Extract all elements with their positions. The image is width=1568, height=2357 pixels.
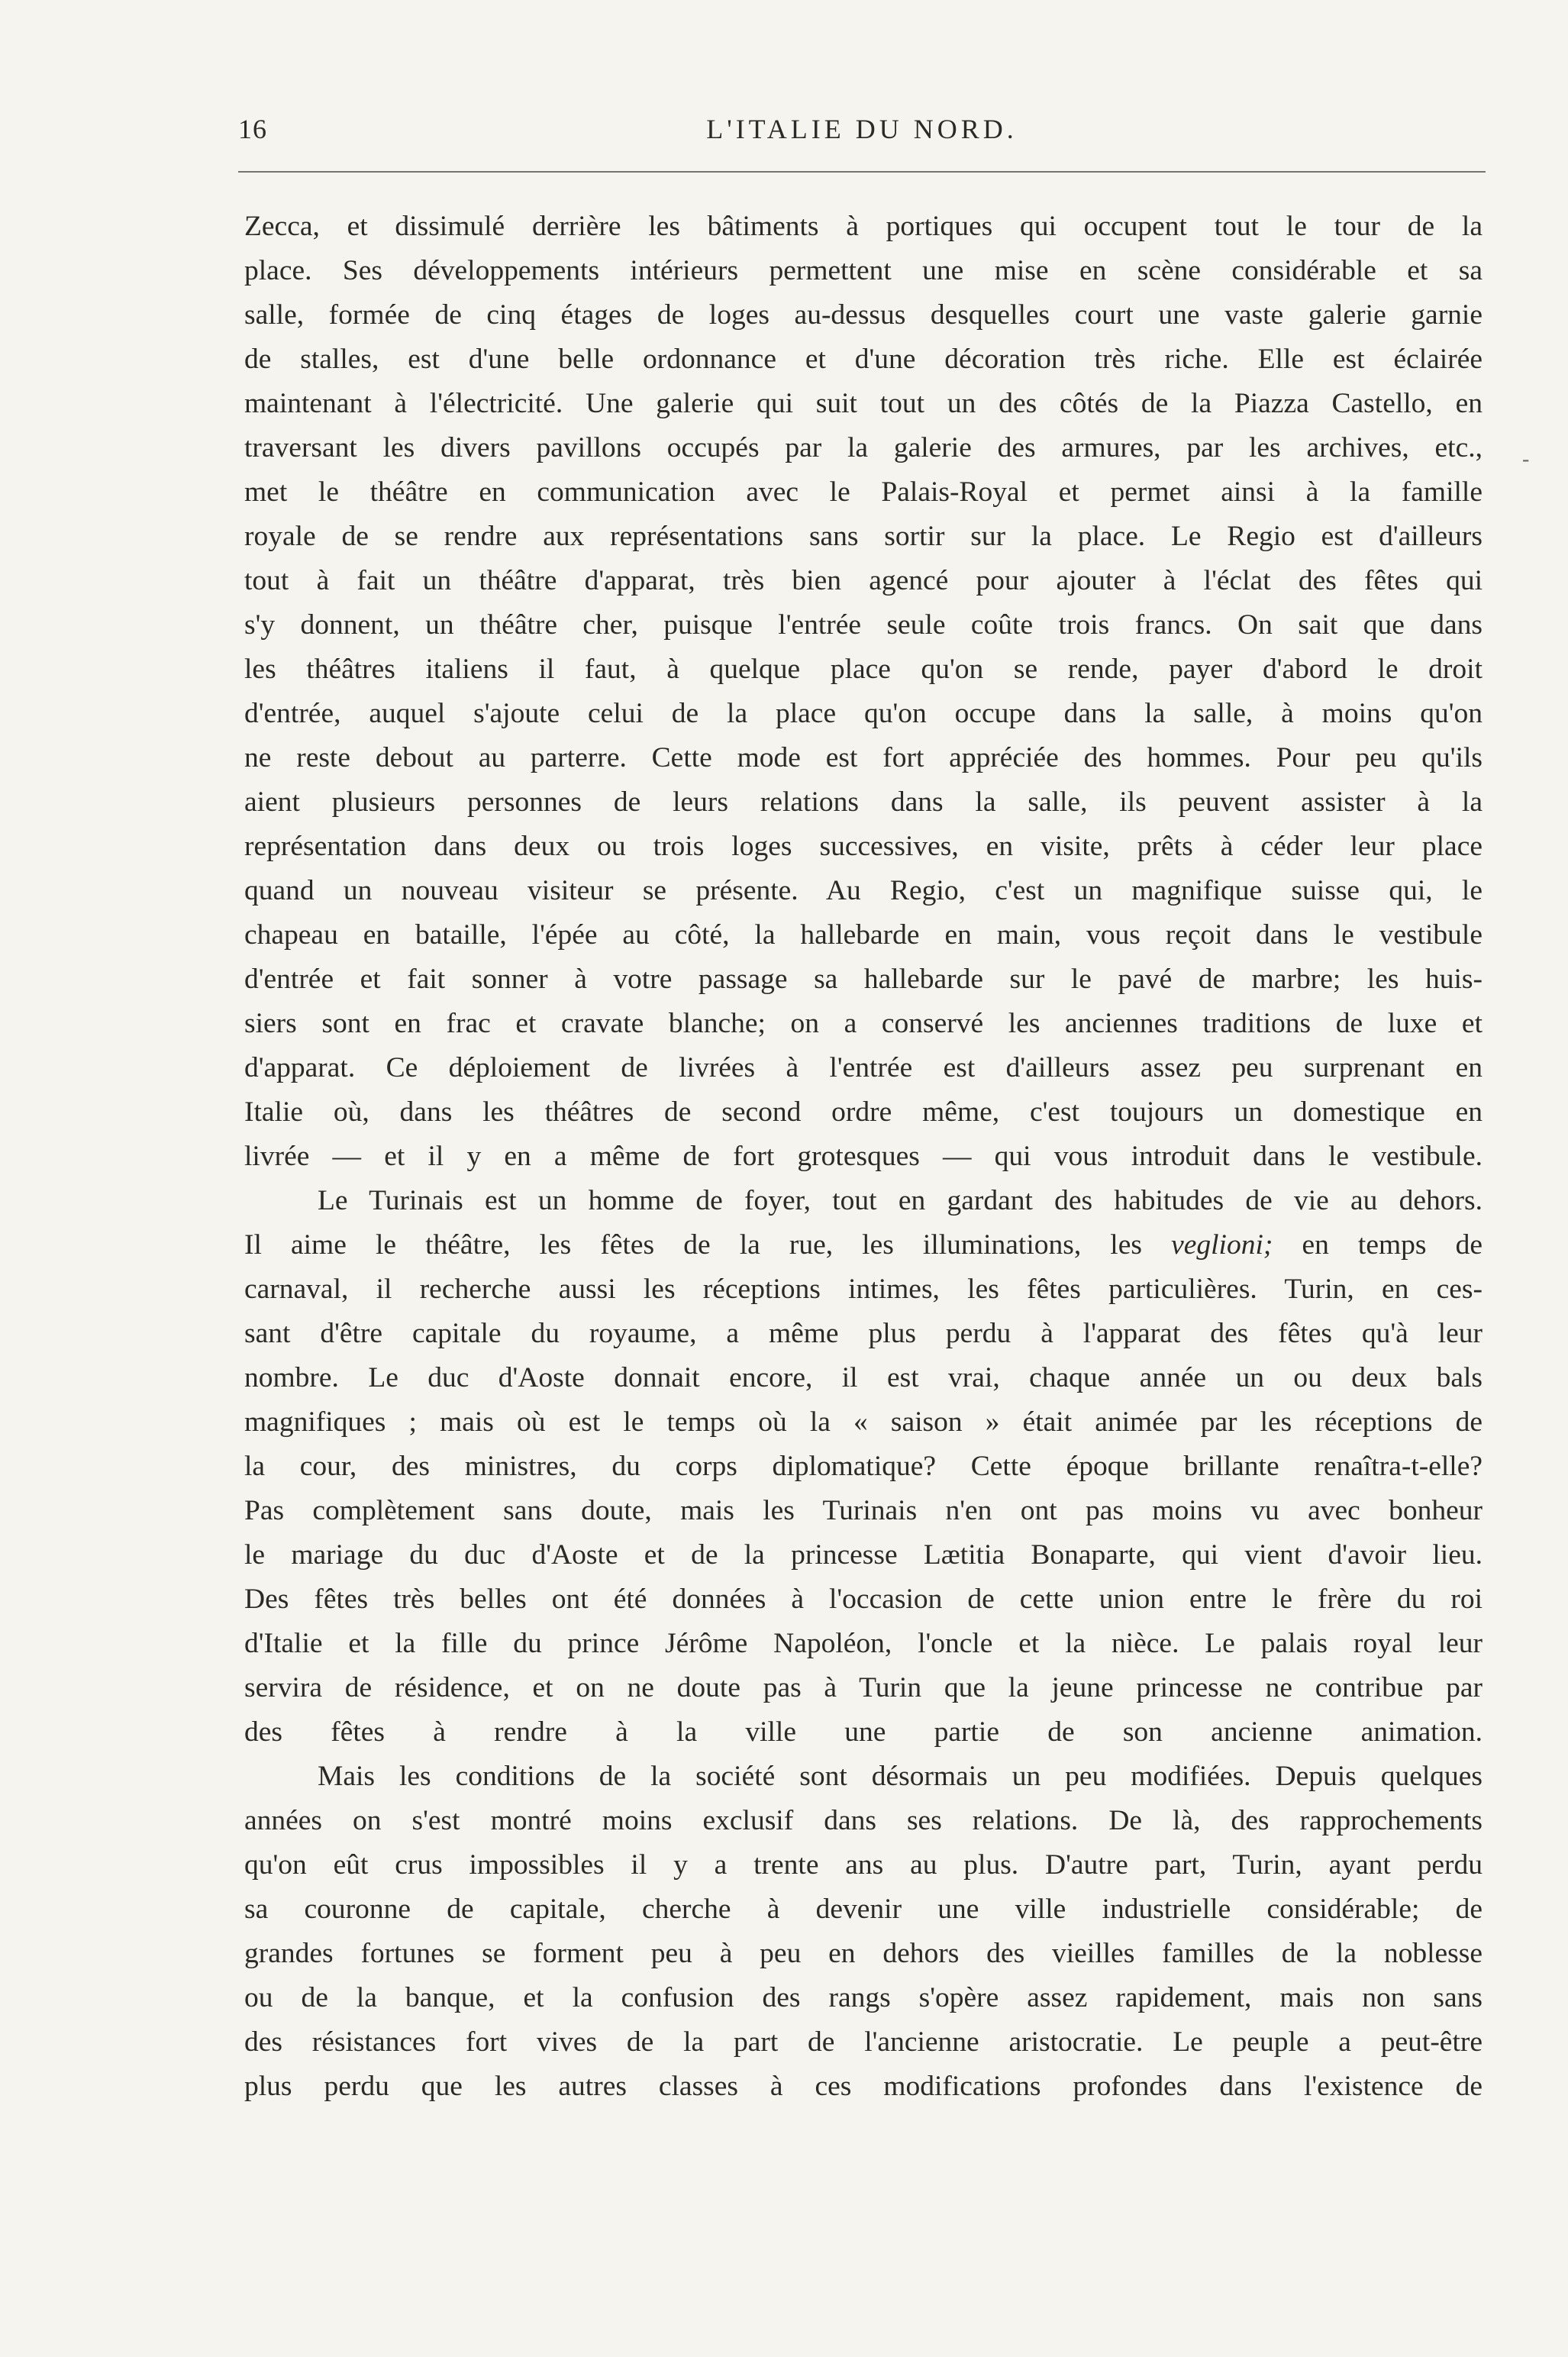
text-line: d'entrée, auquel s'ajoute celui de la place qu'on occupe dans la salle, à moins qu'on xyxy=(244,698,1483,729)
page-header xyxy=(238,113,1486,153)
page-number: 16 xyxy=(238,114,267,144)
text-line: grandes fortunes se forment peu à peu en dehors des vieilles familles de la noblesse xyxy=(244,1938,1483,1969)
text-line: carnaval, il recherche aussi les réceptions intimes, les fêtes particulières. Turin, en ces- xyxy=(244,1274,1483,1305)
text-line: Mais les conditions de la société sont désormais un peu modifiées. Depuis quelques xyxy=(318,1761,1483,1792)
text-line: tout à fait un théâtre d'apparat, très bien agencé pour ajouter à l'éclat des fêtes qui xyxy=(244,565,1483,596)
body-text xyxy=(244,205,1483,2109)
text-line: met le théâtre en communication avec le Palais-Royal et permet ainsi à la famille xyxy=(244,476,1483,508)
text-line: représentation dans deux ou trois loges successives, en visite, prêts à céder leur place xyxy=(244,831,1483,862)
text-line: Pas complètement sans doute, mais les Turinais n'en ont pas moins vu avec bonheur xyxy=(244,1495,1483,1526)
text-span: en temps de xyxy=(1273,1229,1483,1261)
text-line: chapeau en bataille, l'épée au côté, la hallebarde en main, vous reçoit dans le vestibule xyxy=(244,919,1483,951)
text-line: la cour, des ministres, du corps diplomatique? Cette époque brillante renaîtra-t-elle? xyxy=(244,1451,1483,1482)
text-line: magnifiques ; mais où est le temps où la « saison » était animée par les réceptions de xyxy=(244,1406,1483,1438)
text-line: royale de se rendre aux représentations sans sortir sur la place. Le Regio est d'ailleurs xyxy=(244,521,1483,552)
text-line: place. Ses développements intérieurs permettent une mise en scène considérable et sa xyxy=(244,255,1483,286)
italic-term: veglioni; xyxy=(1171,1229,1273,1261)
text-line: des résistances fort vives de la part de l'ancienne aristocratie. Le peuple a peut-être xyxy=(244,2026,1483,2058)
text-line: traversant les divers pavillons occupés par la galerie des armures, par les archives, etc., xyxy=(244,432,1483,463)
text-line: Le Turinais est un homme de foyer, tout en gardant des habitudes de vie au dehors. xyxy=(318,1185,1483,1216)
text-line: sa couronne de capitale, cherche à devenir une ville industrielle considérable; de xyxy=(244,1894,1483,1925)
text-line: années on s'est montré moins exclusif dans ses relations. De là, des rapprochements xyxy=(244,1805,1483,1836)
text-line: d'entrée et fait sonner à votre passage sa hallebarde sur le pavé de marbre; les huis- xyxy=(244,964,1483,995)
text-line: les théâtres italiens il faut, à quelque place qu'on se rende, payer d'abord le droit xyxy=(244,654,1483,685)
text-line: quand un nouveau visiteur se présente. Au Regio, c'est un magnifique suisse qui, le xyxy=(244,875,1483,906)
text-line: plus perdu que les autres classes à ces modifications profondes dans l'existence de xyxy=(244,2071,1483,2102)
text-line: Des fêtes très belles ont été données à l'occasion de cette union entre le frère du roi xyxy=(244,1584,1483,1615)
text-line: s'y donnent, un théâtre cher, puisque l'entrée seule coûte trois francs. On sait que dans xyxy=(244,609,1483,641)
text-line: de stalles, est d'une belle ordonnance et d'une décoration très riche. Elle est éclairée xyxy=(244,344,1483,375)
text-line: d'Italie et la fille du prince Jérôme Napoléon, l'oncle et la nièce. Le palais royal leur xyxy=(244,1628,1483,1659)
text-line: Italie où, dans les théâtres de second ordre même, c'est toujours un domestique en xyxy=(244,1096,1483,1128)
text-line: le mariage du duc d'Aoste et de la princesse Lætitia Bonaparte, qui vient d'avoir lieu. xyxy=(244,1539,1483,1571)
text-span: Il aime le théâtre, les fêtes de la rue, les illuminations, les xyxy=(244,1229,1172,1261)
text-line: maintenant à l'électricité. Une galerie qui suit tout un des côtés de la Piazza Castello, en xyxy=(244,388,1483,419)
header-rule xyxy=(238,171,1486,173)
text-line: sant d'être capitale du royaume, a même plus perdu à l'apparat des fêtes qu'à leur xyxy=(244,1318,1483,1349)
text-line: nombre. Le duc d'Aoste donnait encore, il est vrai, chaque année un ou deux bals xyxy=(244,1362,1483,1393)
text-line: Zecca, et dissimulé derrière les bâtiments à portiques qui occupent tout le tour de la xyxy=(244,211,1483,242)
margin-mark: - xyxy=(1522,447,1530,471)
text-line: d'apparat. Ce déploiement de livrées à l'entrée est d'ailleurs assez peu surprenant en xyxy=(244,1052,1483,1083)
text-line: livrée — et il y en a même de fort grotesques — qui vous introduit dans le vestibule. xyxy=(244,1141,1483,1172)
text-line xyxy=(244,1223,1483,1267)
text-line: aient plusieurs personnes de leurs relations dans la salle, ils peuvent assister à la xyxy=(244,786,1483,818)
text-line: ne reste debout au parterre. Cette mode est fort appréciée des hommes. Pour peu qu'ils xyxy=(244,742,1483,773)
text-line: siers sont en frac et cravate blanche; on a conservé les anciennes traditions de luxe et xyxy=(244,1008,1483,1039)
text-line: des fêtes à rendre à la ville une partie de son ancienne animation. xyxy=(244,1716,1483,1748)
text-line: qu'on eût crus impossibles il y a trente ans au plus. D'autre part, Turin, ayant perdu xyxy=(244,1849,1483,1881)
text-line: ou de la banque, et la confusion des rangs s'opère assez rapidement, mais non sans xyxy=(244,1982,1483,2013)
text-line: servira de résidence, et on ne doute pas à Turin que la jeune princesse ne contribue par xyxy=(244,1672,1483,1703)
running-head: L'ITALIE DU NORD. xyxy=(706,114,1018,144)
text-line: salle, formée de cinq étages de loges au-dessus desquelles court une vaste galerie garnie xyxy=(244,299,1483,331)
